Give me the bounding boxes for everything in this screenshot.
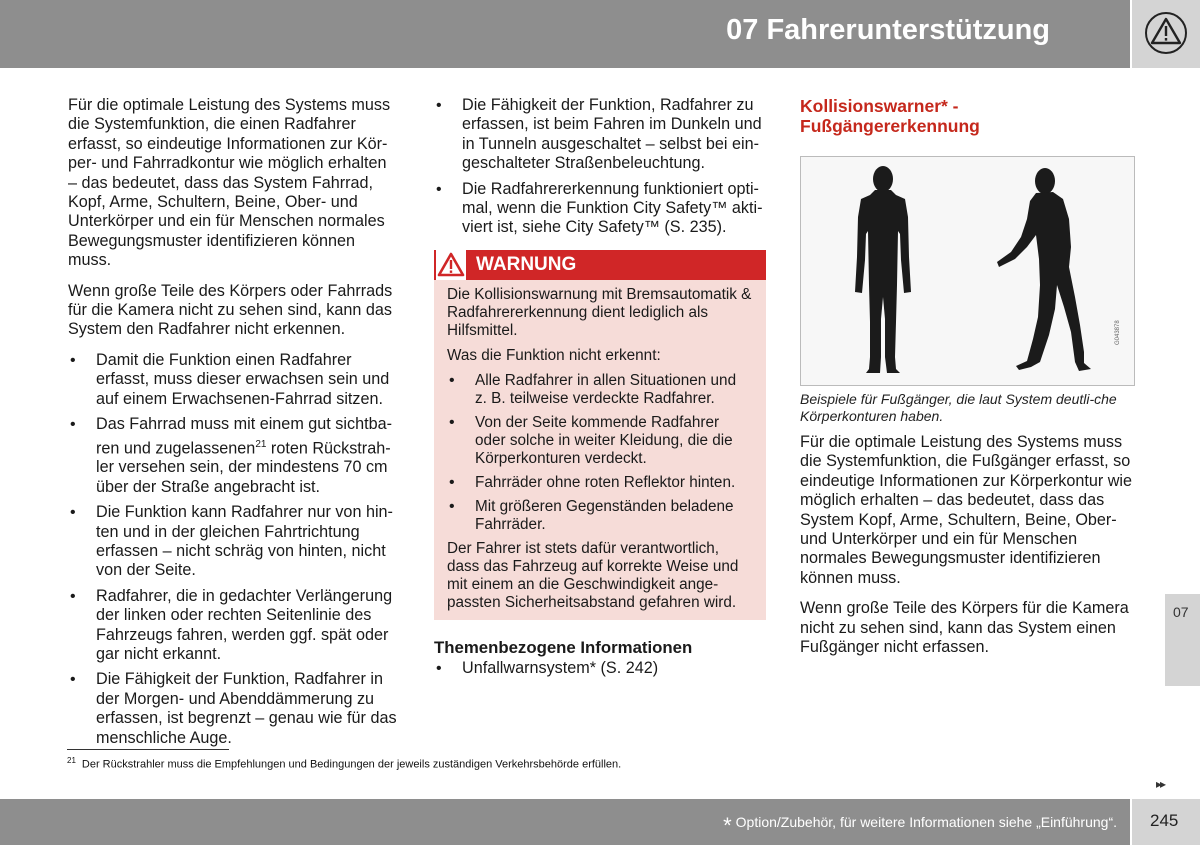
list-item: • Die Radfahrererkennung funktioniert opti-mal, wenn die Funktion City Safety™ akti-viert ist, siehe City Safety™ (S. 235). — [434, 180, 766, 238]
related-list — [434, 659, 766, 678]
list-item: • Alle Radfahrer in allen Situationen und z. B. teilweise verdeckte Radfahrer. — [447, 372, 752, 408]
page-footer — [0, 799, 1130, 845]
warning-paragraph: Die Kollisionswarnung mit Bremsautomatik & Radfahrererkennung dient lediglich als Hilfsmittel. — [447, 286, 752, 339]
section-heading-line: Fußgängererkennung — [800, 116, 980, 136]
list-item: • Die Funktion kann Radfahrer nur von hin-ten und in der gleichen Fahrtrichtung erfassen – nicht schräg von hinten, nicht von der Seite. — [68, 503, 398, 581]
related-heading: Themenbezogene Informationen — [434, 638, 693, 657]
related-info — [434, 638, 766, 685]
option-star: * — [723, 813, 732, 838]
warning-bullet-list — [447, 372, 752, 534]
chapter-side-tab-label: 07 — [1173, 604, 1189, 620]
page-header — [0, 0, 1130, 68]
related-link[interactable]: • Unfallwarnsystem* (S. 242) — [434, 659, 766, 678]
column-left — [68, 96, 398, 754]
column-middle — [434, 96, 766, 244]
column-right — [800, 433, 1135, 668]
header-icon-box — [1132, 0, 1200, 68]
warning-paragraph: Der Fahrer ist stets dafür verantwortlich, dass das Fahrzeug auf korrekte Weise und mit einem an die Geschwindigkeit ange-passten Sicherheitsabstand gefahren wird. — [447, 540, 739, 611]
list-item: • Fahrräder ohne roten Reflektor hinten. — [447, 474, 752, 492]
page-number: 245 — [1150, 811, 1179, 830]
list-item: • Mit größeren Gegenständen beladene Fahrräder. — [447, 498, 752, 534]
chapter-side-tab[interactable] — [1165, 594, 1200, 686]
next-page-arrow-icon[interactable]: ▸▸ — [1156, 777, 1165, 791]
warning-sign-icon — [436, 250, 466, 280]
footnote-divider — [67, 749, 229, 750]
footnote-number: 21 — [67, 756, 76, 765]
warning-header — [434, 250, 766, 280]
footnote-ref[interactable]: 21 — [255, 438, 267, 450]
footer-note-text: Option/Zubehör, für weitere Informationen siehe „Einführung“. — [735, 814, 1117, 830]
page-number-box — [1132, 799, 1200, 845]
list-item-text: roten Rückstrah-ler versehen sein, der mindestens 70 cm über der Straße angebracht ist. — [96, 438, 391, 496]
footnote-text: Der Rückstrahler muss die Empfehlungen und Bedingungen der jeweils zuständigen Verkehrsbehörde erfüllen. — [81, 758, 622, 771]
paragraph: Wenn große Teile des Körpers oder Fahrrads für die Kamera nicht zu sehen sind, kann das System den Radfahrer nicht erkennen. — [68, 281, 393, 339]
warning-paragraph: Was die Funktion nicht erkennt: — [447, 347, 661, 364]
list-item: • Von der Seite kommende Radfahrer oder solche in weiter Kleidung, die die Körperkonturen verdeckt. — [447, 414, 752, 468]
warning-label: WARNUNG — [476, 254, 577, 275]
figure-code: G043878 — [1115, 320, 1121, 345]
list-item: • Damit die Funktion einen Radfahrer erfasst, muss dieser erwachsen sein und auf einem Erwachsenen-Fahrrad sitzen. — [68, 351, 398, 409]
warning-box — [434, 250, 766, 620]
paragraph: Für die optimale Leistung des Systems muss die Systemfunktion, die einen Radfahrer erfasst, so eindeutige Informationen zur Kör-per- und Fahrradkontur wie möglich erhalten – das bedeutet, dass das System Fahrrad, Kopf, Arme, Schultern, Beine, Ober- und Unterkörper und ein für Menschen normales Bewegungsmuster identifizieren können muss. — [68, 96, 391, 270]
footer-note — [723, 813, 1117, 839]
list-item: • Radfahrer, die in gedachter Verlängerung der linken oder rechten Seitenlinie des Fahrzeugs fahren, werden ggf. spät oder gar nicht erkannt. — [68, 587, 398, 665]
chapter-title: 07 Fahrerunterstützung — [726, 14, 1050, 46]
list-item — [68, 415, 398, 497]
bullet-list — [434, 96, 766, 238]
paragraph: Wenn große Teile des Körpers für die Kamera nicht zu sehen sind, kann das System einen Fußgänger nicht erfassen. — [800, 599, 1129, 657]
footnote — [67, 756, 621, 771]
section-heading — [800, 96, 1100, 136]
list-item: • Die Fähigkeit der Funktion, Radfahrer zu erfassen, ist beim Fahren im Dunkeln und in Tunneln ausgeschaltet – selbst bei ein-geschalteter Straßenbeleuchtung. — [434, 96, 766, 174]
bullet-list — [68, 351, 398, 748]
paragraph: Für die optimale Leistung des Systems muss die Systemfunktion, die Fußgänger erfasst, so eindeutige Informationen zur Körperkontur wie möglich erhalten – das bedeutet, dass das System Kopf, Arme, Schultern, Beine, Ober- und Unterkörper und ein für Menschen normales Bewegungsmuster identifizieren können muss. — [800, 433, 1133, 587]
section-heading-line: Kollisionswarner* - — [800, 96, 959, 116]
list-item-text: Das Fahrrad muss mit einem gut sichtba-ren und zugelassenen — [96, 415, 392, 457]
warning-triangle-icon — [1144, 12, 1188, 54]
figure-caption: Beispiele für Fußgänger, die laut System deutli-che Körperkonturen haben. — [800, 391, 1117, 424]
pedestrian-figure — [800, 156, 1135, 386]
list-item: • Die Fähigkeit der Funktion, Radfahrer in der Morgen- und Abenddämmerung zu erfassen, ist begrenzt – genau wie für das menschliche Auge. — [68, 670, 398, 748]
warning-body — [434, 280, 766, 612]
pedestrian-silhouettes-illustration — [801, 157, 1134, 385]
